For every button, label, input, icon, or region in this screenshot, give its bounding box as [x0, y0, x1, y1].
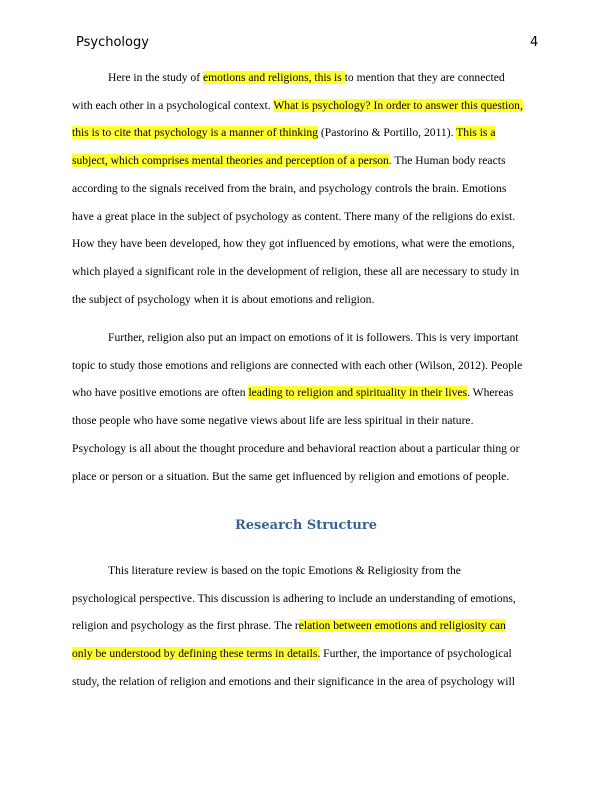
paragraph-intro [72, 64, 540, 313]
text-run: religion and psychology as the first phrase. The r [72, 619, 299, 633]
text-line: those people who have some negative views about life are less spiritual in their nature. [72, 414, 474, 428]
highlighted-text: What is psychology? In order to answer this question, [273, 98, 523, 112]
text-run: with each other in a psychological context. [72, 98, 274, 112]
text-line: according to the signals received from the brain, and psychology controls the brain. Emotions [72, 181, 507, 195]
text-line [72, 92, 540, 120]
highlighted-text: this is to cite that psychology is a manner of thinking [72, 126, 319, 140]
highlighted-text: emotions and religions, this is [202, 71, 345, 84]
section-heading: Research Structure [234, 518, 378, 533]
text-run: who have positive emotions are often [72, 386, 249, 400]
text-line [72, 119, 540, 147]
text-run: (Pastorino & Portillo, 2011). [318, 126, 457, 140]
text-run: to mention that they are connected [344, 71, 505, 84]
highlighted-text: leading to religion and spirituality in their lives [248, 386, 468, 400]
text-line: This literature review is based on the topic Emotions & Religiosity from the [108, 564, 461, 577]
page-number: 4 [530, 35, 539, 50]
text-line: the subject of psychology when it is about emotions and religion. [72, 292, 375, 306]
text-line [72, 64, 540, 92]
text-run: . The Human body reacts [388, 154, 506, 168]
text-line: Further, religion also put an impact on emotions of it is followers. This is very important [108, 331, 519, 344]
highlighted-text: subject, which comprises mental theories and perception of a person [72, 154, 389, 168]
running-header-title: Psychology [76, 35, 149, 50]
text-line: have a great place in the subject of psychology as content. There many of the religions do exist. [72, 209, 516, 223]
text-line [72, 612, 540, 640]
text-line: How they have been developed, how they got influenced by emotions, what were the emotions, [72, 237, 515, 251]
text-line: place or person or a situation. But the same get influenced by religion and emotions of people. [72, 469, 510, 483]
highlighted-text: only be understood by defining these terms in details. [72, 647, 321, 661]
text-line [72, 379, 540, 407]
paragraph-research-structure [72, 557, 540, 696]
text-line [72, 147, 540, 175]
paragraph-religion-impact [72, 324, 540, 490]
text-line: topic to study those emotions and religions are connected with each other (Wilson, 2012). People [72, 358, 523, 372]
text-run: Further, the importance of psychological [320, 647, 512, 661]
text-line: psychological perspective. This discussion is adhering to include an understanding of emotions, [72, 591, 516, 605]
text-line: Psychology is all about the thought procedure and behavioral reaction about a particular thing or [72, 441, 520, 455]
text-run: . Whereas [467, 386, 514, 400]
text-line: which played a significant role in the development of religion, these all are necessary to study in [72, 264, 520, 278]
highlighted-text: This is a [456, 126, 496, 140]
highlighted-text: elation between emotions and religiosity can [298, 619, 506, 633]
text-line [72, 640, 540, 668]
text-run: Here in the study of [108, 71, 203, 84]
text-line: study, the relation of religion and emotions and their significance in the area of psychology will [72, 674, 515, 688]
